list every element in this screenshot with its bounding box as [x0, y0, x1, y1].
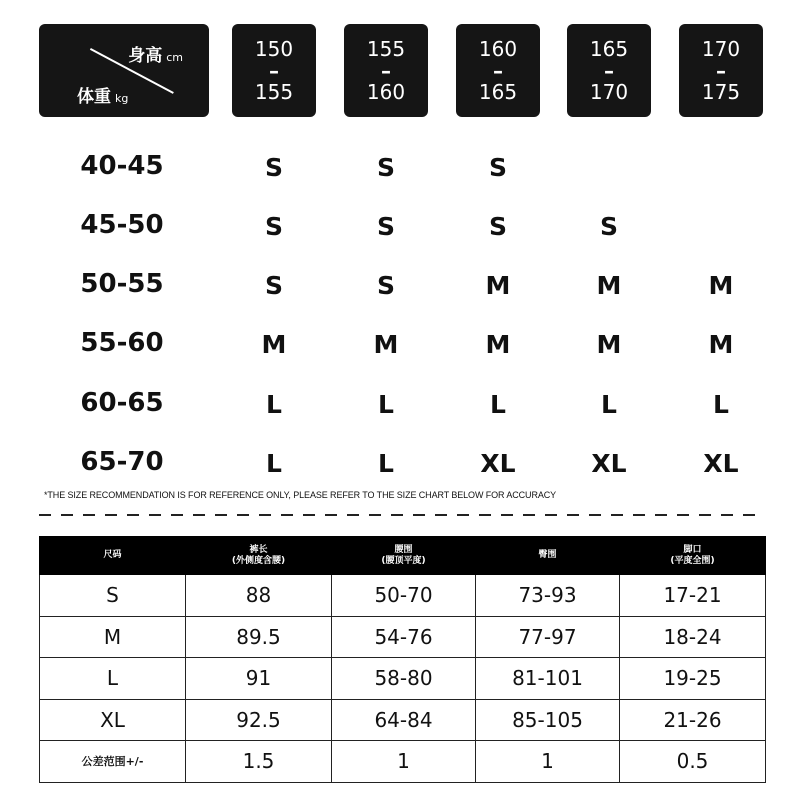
size-cell: XL — [703, 449, 739, 478]
height-low: 170 — [701, 36, 741, 61]
size-cell: L — [713, 390, 729, 419]
header-line2: (外侧度含腰) — [231, 555, 286, 566]
header-pants-length — [186, 537, 332, 575]
header-leg-opening — [620, 537, 766, 575]
table-cell: L — [40, 658, 186, 700]
size-cell: S — [488, 212, 507, 241]
size-cell: S — [376, 153, 395, 182]
size-cell: S — [599, 212, 618, 241]
table-cell: 92.5 — [186, 699, 332, 741]
size-cell: L — [266, 390, 282, 419]
size-cell: M — [708, 271, 734, 300]
height-header-2 — [344, 24, 428, 117]
height-high: 170 — [589, 79, 629, 104]
size-cell: L — [378, 449, 394, 478]
table-cell: S — [40, 575, 186, 617]
table-cell: 50-70 — [332, 575, 476, 617]
height-header-5 — [679, 24, 763, 117]
table-cell: 77-97 — [476, 616, 620, 658]
weight-range-label: 45-50 — [80, 210, 164, 240]
height-low: 160 — [478, 36, 518, 61]
header-waist — [332, 537, 476, 575]
size-cell: XL — [480, 449, 516, 478]
dashed-divider — [39, 514, 765, 516]
table-cell: 88 — [186, 575, 332, 617]
header-line2: (腰顶平度) — [381, 555, 426, 566]
weight-range-label: 60-65 — [80, 388, 164, 418]
height-high: 155 — [254, 79, 294, 104]
size-cell: S — [264, 153, 283, 182]
weight-range-label: 50-55 — [80, 269, 164, 299]
header-line1: 裤长 — [249, 544, 268, 555]
height-dash: – — [604, 58, 614, 83]
table-cell: 17-21 — [620, 575, 766, 617]
size-cell: L — [490, 390, 506, 419]
header-hip — [476, 537, 620, 575]
table-row — [40, 741, 766, 783]
header-line1: 脚口 — [683, 544, 702, 555]
weight-range-label: 40-45 — [80, 151, 164, 181]
table-row — [40, 699, 766, 741]
table-cell: 0.5 — [620, 741, 766, 783]
size-cell: S — [264, 212, 283, 241]
table-row — [40, 658, 766, 700]
height-dash: – — [381, 58, 391, 83]
header-corner — [39, 24, 209, 117]
header-line2: (平度全围) — [670, 555, 715, 566]
header-line1: 臀围 — [538, 550, 557, 560]
table-cell: 73-93 — [476, 575, 620, 617]
height-low: 155 — [366, 36, 406, 61]
height-high: 165 — [478, 79, 518, 104]
size-cell: L — [266, 449, 282, 478]
table-row — [40, 575, 766, 617]
height-low: 150 — [254, 36, 294, 61]
table-cell: 1 — [332, 741, 476, 783]
height-high: 175 — [701, 79, 741, 104]
weight-unit: kg — [115, 92, 129, 105]
height-unit: cm — [166, 51, 183, 64]
height-header-1 — [232, 24, 316, 117]
table-cell: 89.5 — [186, 616, 332, 658]
height-dash: – — [269, 58, 279, 83]
size-cell: M — [261, 330, 287, 359]
weight-label-text: 体重 — [77, 87, 111, 107]
table-cell: 1 — [476, 741, 620, 783]
height-dash: – — [716, 58, 726, 83]
size-cell: L — [378, 390, 394, 419]
header-line1: 腰围 — [394, 544, 413, 555]
tolerance-label: 公差范围+/- — [40, 741, 186, 783]
table-cell: 85-105 — [476, 699, 620, 741]
header-size — [40, 537, 186, 575]
size-cell: S — [376, 271, 395, 300]
size-cell: S — [488, 153, 507, 182]
size-chart-table — [39, 536, 766, 783]
table-cell: 64-84 — [332, 699, 476, 741]
height-header-4 — [567, 24, 651, 117]
weight-range-label: 65-70 — [80, 447, 164, 477]
weight-range-label: 55-60 — [80, 328, 164, 358]
size-cell: L — [601, 390, 617, 419]
table-cell: M — [40, 616, 186, 658]
height-header-3 — [456, 24, 540, 117]
table-cell: 81-101 — [476, 658, 620, 700]
reference-note: *THE SIZE RECOMMENDATION IS FOR REFERENCE ONLY, PLEASE REFER TO THE SIZE CHART BELOW FOR ACCURACY — [44, 490, 557, 500]
weight-label — [77, 82, 128, 107]
table-cell: 18-24 — [620, 616, 766, 658]
header-line1: 尺码 — [103, 550, 122, 560]
table-cell: 91 — [186, 658, 332, 700]
size-cell: M — [596, 271, 622, 300]
table-cell: 58-80 — [332, 658, 476, 700]
size-cell: M — [373, 330, 399, 359]
size-cell: XL — [591, 449, 627, 478]
height-low: 165 — [589, 36, 629, 61]
table-cell: XL — [40, 699, 186, 741]
height-label — [128, 41, 183, 66]
height-dash: – — [493, 58, 503, 83]
size-cell: S — [376, 212, 395, 241]
height-high: 160 — [366, 79, 406, 104]
size-chart-header-row — [40, 537, 766, 575]
size-cell: M — [596, 330, 622, 359]
size-cell: M — [485, 271, 511, 300]
height-label-text: 身高 — [128, 46, 163, 66]
table-cell: 1.5 — [186, 741, 332, 783]
table-cell: 54-76 — [332, 616, 476, 658]
size-cell: M — [708, 330, 734, 359]
table-cell: 19-25 — [620, 658, 766, 700]
table-cell: 21-26 — [620, 699, 766, 741]
size-cell: S — [264, 271, 283, 300]
size-cell: M — [485, 330, 511, 359]
table-row — [40, 616, 766, 658]
